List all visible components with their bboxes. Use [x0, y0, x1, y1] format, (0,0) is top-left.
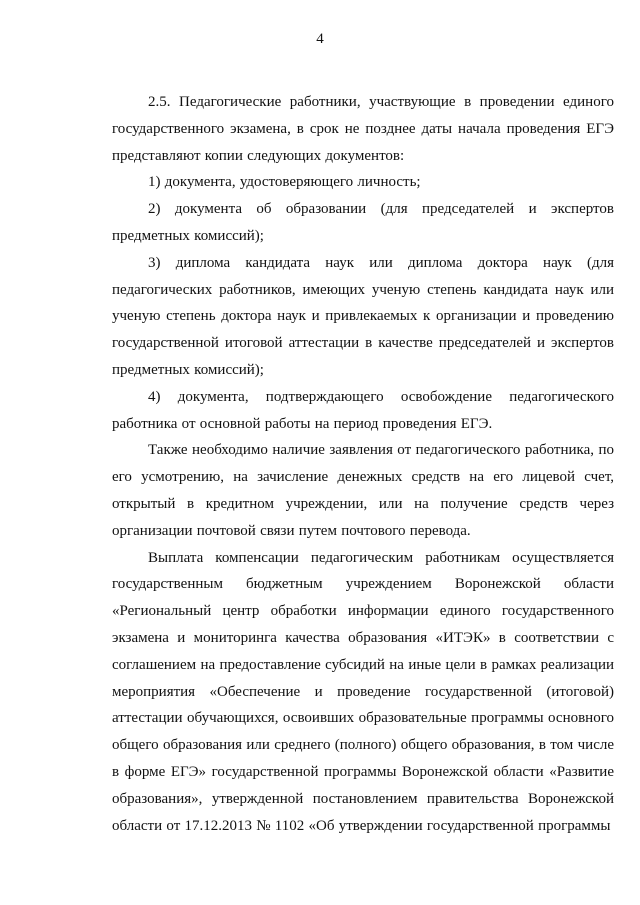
document-body: [112, 89, 614, 839]
paragraph-application: Также необходимо наличие заявления от педагогического работника, по его усмотрению, на зачисление денежных средств на его лицевой счет, открытый в кредитном учреждении, или на получение средств через организации почтовой связи путем почтового перевода.: [112, 442, 614, 539]
list-item-2: 2) документа об образовании (для председателей и экспертов предметных комиссий);: [112, 201, 614, 244]
list-item-1: 1) документа, удостоверяющего личность;: [148, 174, 421, 191]
paragraph-2-5: 2.5. Педагогические работники, участвующие в проведении единого государственного экзамена, в срок не позднее даты начала проведения ЕГЭ представляют копии следующих документов:: [112, 94, 614, 164]
paragraph-compensation: Выплата компенсации педагогическим работникам осуществляется государственным бюджетным учреждением Воронежской области «Региональный центр обработки информации единого государственного экзамена и мониторинга качества образования «ИТЭК» в соответствии с соглашением на предоставление субсидий на иные цели в рамках реализации мероприятия «Обеспечение и проведение государственной (итоговой) аттестации обучающихся, освоивших образовательные программы основного общего образования или среднего (полного) общего образования, в том числе в форме ЕГЭ» государственной программы Воронежской области «Развитие образования», утвержденной постановлением правительства Воронежской области от 17.12.2013 № 1102 «Об утверждении государственной программы: [112, 549, 614, 834]
list-item-3: 3) диплома кандидата наук или диплома доктора наук (для педагогических работников, имеющих ученую степень кандидата наук или ученую степень доктора наук и привлекаемых к организации и проведению государственной итоговой аттестации в качестве председателей и экспертов предметных комиссий);: [112, 254, 614, 378]
list-item-4: 4) документа, подтверждающего освобождение педагогического работника от основной работы на период проведения ЕГЭ.: [112, 388, 614, 432]
page-number: 4: [316, 31, 324, 47]
